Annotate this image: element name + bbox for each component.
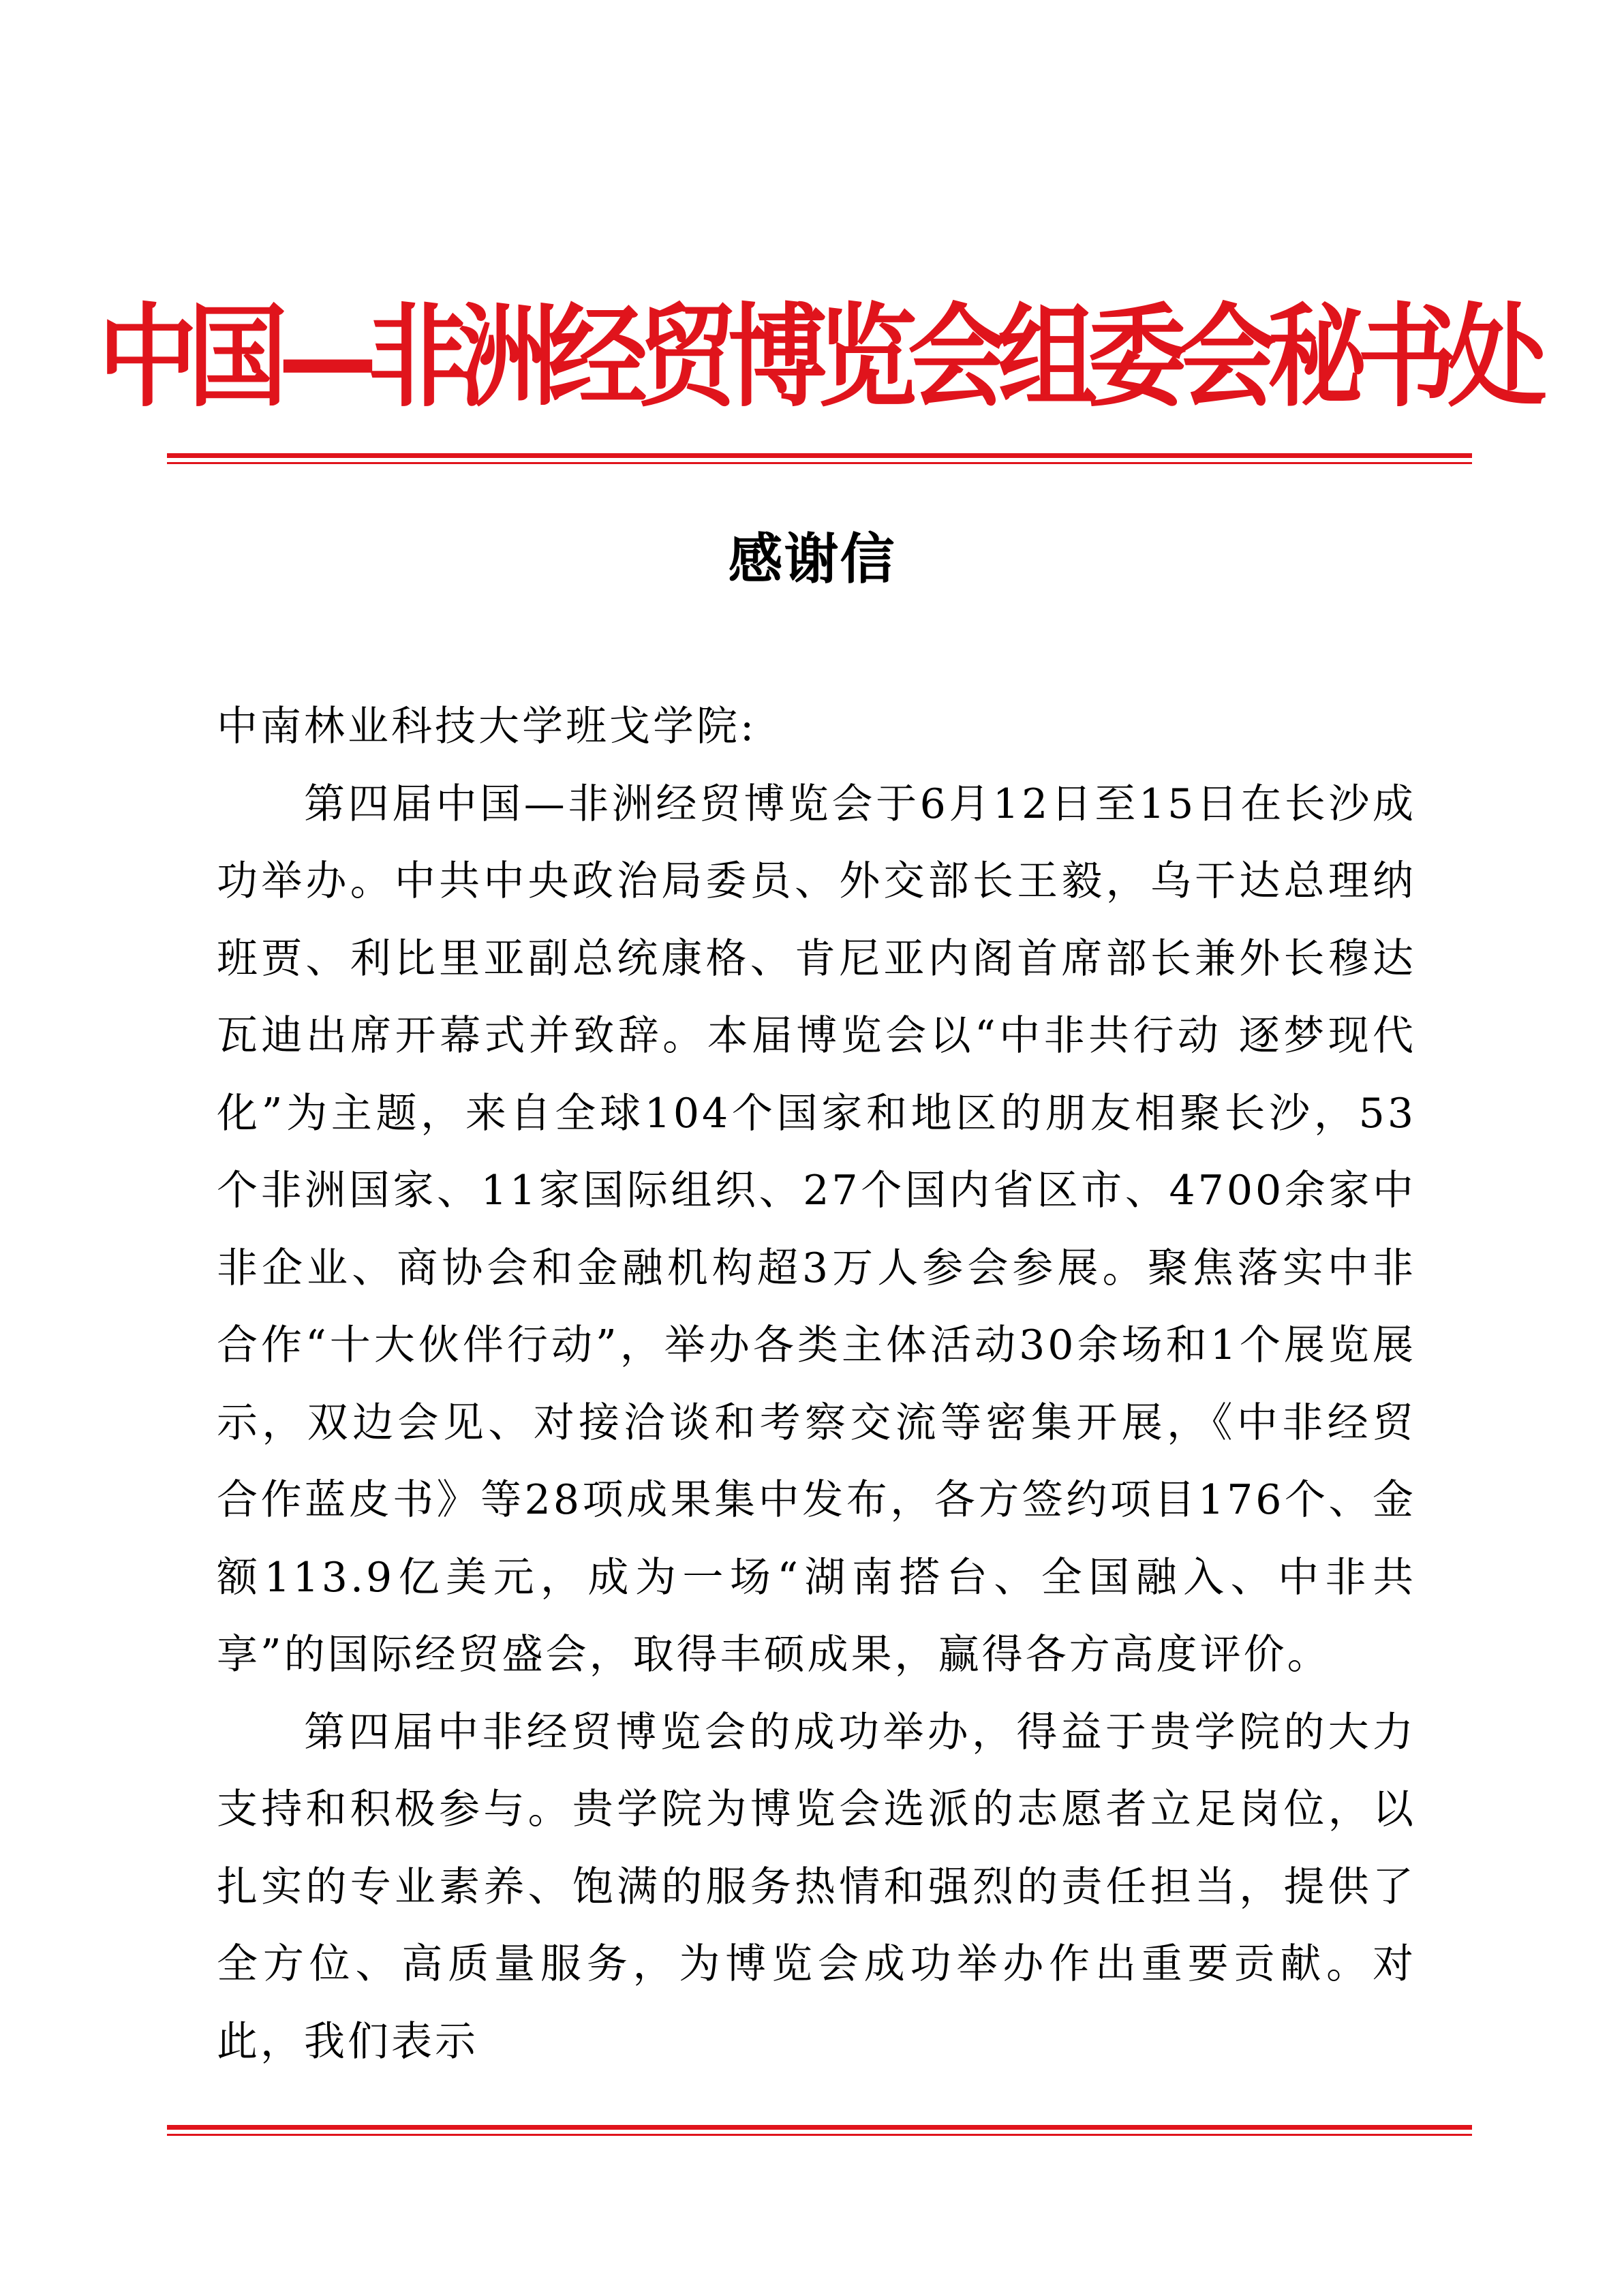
letterhead-divider-top [167,453,1472,464]
paragraph-2: 第四届中非经贸博览会的成功举办，得益于贵学院的大力支持和积极参与。贵学院为博览会选派的志愿者立足岗位，以扎实的专业素养、饱满的服务热情和强烈的责任担当，提供了全方位、高质量服务，为博览会成功举办作出重要贡献。对此，我们表示 [217,1708,1416,2066]
footer-divider [167,2125,1472,2136]
letter-body [217,688,1416,2081]
letterhead-org-name: 中国—非洲经贸博览会组委会秘书处 [98,292,1537,423]
salutation: 中南林业科技大学班戈学院: [217,703,757,750]
paragraph-1: 第四届中国—非洲经贸博览会于6月12日至15日在长沙成功举办。中共中央政治局委员、外交部长王毅，乌干达总理纳班贾、利比里亚副总统康格、肯尼亚内阁首席部长兼外长穆达瓦迪出席开幕式并致辞。本届博览会以“中非共行动 逐梦现代化”为主题，来自全球104个国家和地区的朋友相聚长沙，53个非洲国家、11家国际组织、27个国内省区市、4700余家中非企业、商协会和金融机构超3万人参会参展。聚焦落实中非合作“十大伙伴行动”，举办各类主体活动30余场和1个展览展示，双边会见、对接洽谈和考察交流等密集开展，《中非经贸合作蓝皮书》等28项成果集中发布，各方签约项目176个、金额113.9亿美元，成为一场“湖南搭台、全国融入、中非共享”的国际经贸盛会，取得丰硕成果，赢得各方高度评价。 [217,780,1416,1679]
letter-title: 感谢信 [728,527,896,591]
